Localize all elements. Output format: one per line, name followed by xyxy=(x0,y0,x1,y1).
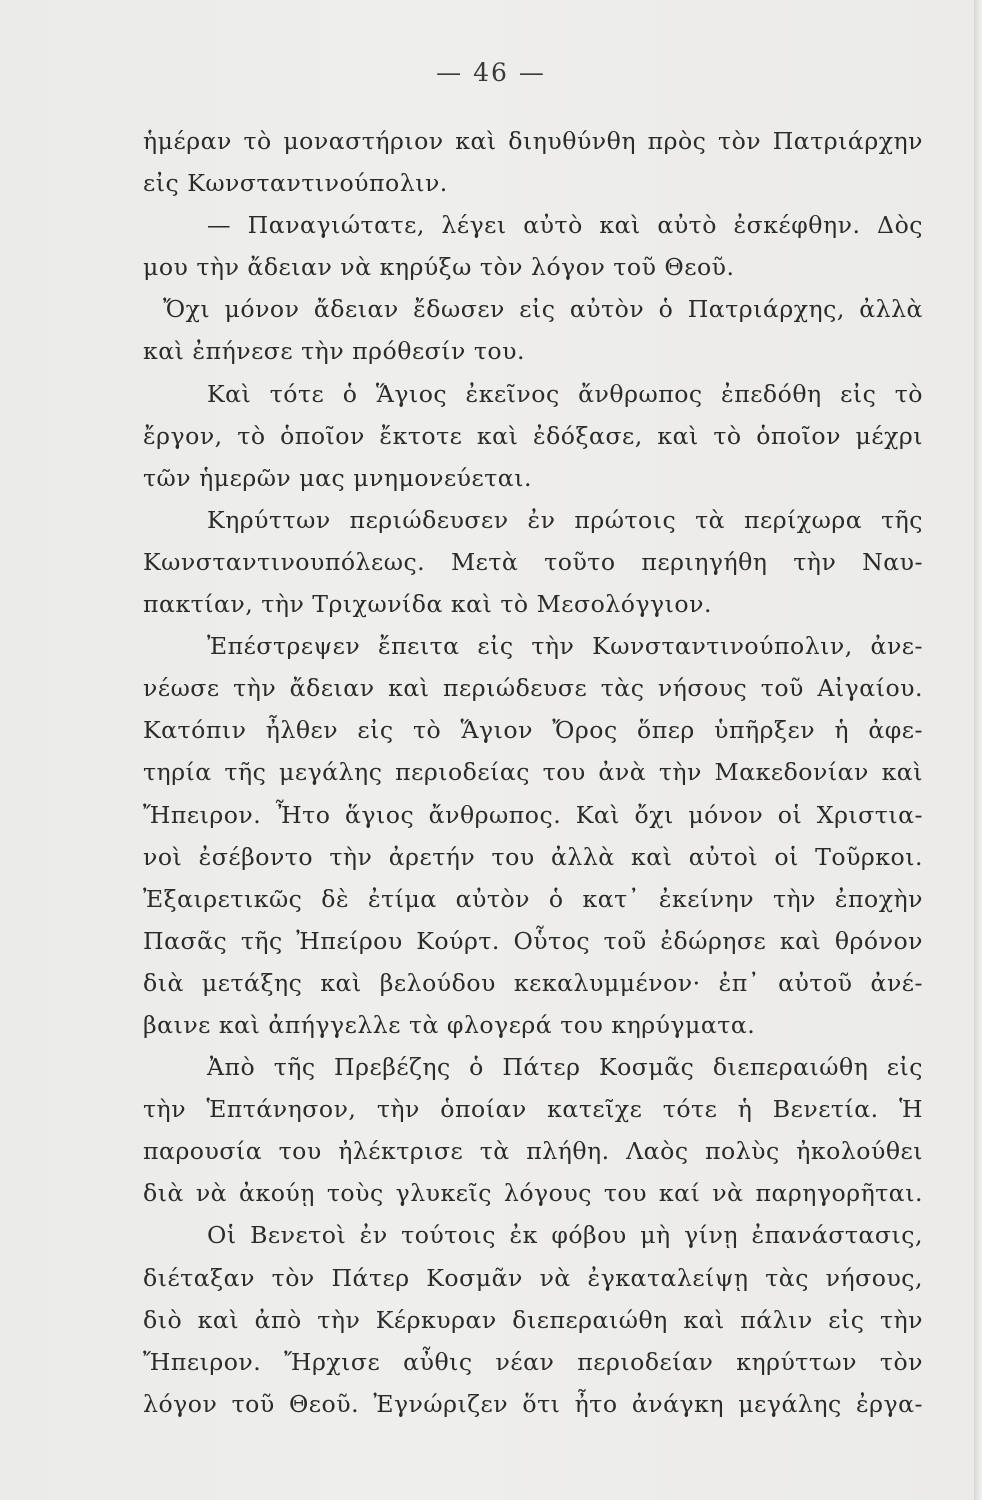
text-line: τηρία τῆς μεγάλης περιοδείας του ἀνὰ τὴν Μακεδονίαν καὶ xyxy=(143,758,923,787)
text-line: τῶν ἡμερῶν μας μνημονεύεται. xyxy=(143,463,532,492)
text-line: Πασᾶς τῆς Ἠπείρου Κούρτ. Οὗτος τοῦ ἐδώρησε καὶ θρόνον xyxy=(143,926,923,955)
text-line: λόγον τοῦ Θεοῦ. Ἐγνώριζεν ὅτι ἦτο ἀνάγκη μεγάλης ἐργα- xyxy=(143,1389,923,1418)
text-line: ἔργον, τὸ ὁποῖον ἔκτοτε καὶ ἐδόξασε, καὶ τὸ ὁποῖον μέχρι xyxy=(143,421,923,450)
text-line: διέταξαν τὸν Πάτερ Κοσμᾶν νὰ ἐγκαταλείψῃ τὰς νήσους, xyxy=(143,1263,923,1292)
text-line: ἡμέραν τὸ μοναστήριον καὶ διηυθύνθη πρὸς τὸν Πατριάρχην xyxy=(143,127,923,155)
text-line: Κηρύττων περιώδευσεν ἐν πρώτοις τὰ περίχωρα τῆς xyxy=(207,505,923,534)
text-line: Καὶ τότε ὁ Ἅγιος ἐκεῖνος ἄνθρωπος ἐπεδόθη εἰς τὸ xyxy=(207,379,923,408)
text-line: Οἱ Βενετοὶ ἐν τούτοις ἐκ φόβου μὴ γίνῃ ἐπανάστασις, xyxy=(207,1221,923,1250)
text-line: — Παναγιώτατε, λέγει αὐτὸ καὶ αὐτὸ ἐσκέφθην. Δὸς xyxy=(207,211,923,240)
text-line: διὰ νὰ ἀκούῃ τοὺς γλυκεῖς λόγους του καί νὰ παρηγορῆται. xyxy=(143,1179,923,1208)
text-line: νοὶ ἐσέβοντο τὴν ἀρετήν του ἀλλὰ καὶ αὐτοὶ οἱ Τοῦρκοι. xyxy=(143,842,923,871)
body-text xyxy=(143,120,923,1425)
text-line: Ἀπὸ τῆς Πρεβέζης ὁ Πάτερ Κοσμᾶς διεπεραιώθη εἰς xyxy=(207,1053,923,1082)
text-line: τὴν Ἑπτάνησον, τὴν ὁποίαν κατεῖχε τότε ἡ Βενετία. Ἡ xyxy=(143,1095,923,1124)
text-line: Κωνσταντινουπόλεως. Μετὰ τοῦτο περιηγήθη τὴν Ναυ- xyxy=(143,547,923,576)
text-line: μου τὴν ἄδειαν νὰ κηρύξω τὸν λόγον τοῦ Θεοῦ. xyxy=(143,253,735,282)
text-line: Ἤπειρον. Ἦτο ἅγιος ἄνθρωπος. Καὶ ὄχι μόνον οἱ Χριστια- xyxy=(143,800,923,829)
text-line: νέωσε τὴν ἄδειαν καὶ περιώδευσε τὰς νήσους τοῦ Αἰγαίου. xyxy=(143,674,923,703)
text-line: Κατόπιν ἦλθεν εἰς τὸ Ἅγιον Ὄρος ὅπερ ὑπῆρξεν ἡ ἀφε- xyxy=(143,716,923,745)
page-edge xyxy=(974,0,982,1500)
text-line: Ὄχι μόνον ἄδειαν ἔδωσεν εἰς αὐτὸν ὁ Πατριάρχης, ἀλλὰ xyxy=(163,295,923,324)
text-line: καὶ ἐπήνεσε τὴν πρόθεσίν του. xyxy=(143,337,525,366)
text-line: εἰς Κωνσταντινούπολιν. xyxy=(143,169,448,198)
text-line: διὸ καὶ ἀπὸ τὴν Κέρκυραν διεπεραιώθη καὶ πάλιν εἰς τὴν xyxy=(143,1305,923,1334)
text-line: παρουσία του ἠλέκτρισε τὰ πλήθη. Λαὸς πολὺς ἠκολούθει xyxy=(143,1137,923,1166)
page-number: — 46 — xyxy=(436,58,546,87)
text-line: Ἤπειρον. Ἤρχισε αὖθις νέαν περιοδείαν κηρύττων τὸν xyxy=(143,1347,923,1376)
text-line: πακτίαν, τὴν Τριχωνίδα καὶ τὸ Μεσολόγγιον. xyxy=(143,590,712,619)
text-line: Ἐξαιρετικῶς δὲ ἐτίμα αὐτὸν ὁ κατ᾽ ἐκείνην τὴν ἐποχὴν xyxy=(143,884,923,913)
text-line: βαινε καὶ ἀπήγγελλε τὰ φλογερά του κηρύγματα. xyxy=(143,1010,756,1039)
text-line: Ἐπέστρεψεν ἔπειτα εἰς τὴν Κωνσταντινούπολιν, ἀνε- xyxy=(207,632,923,661)
text-line: διὰ μετάξης καὶ βελούδου κεκαλυμμένον· ἐπ᾽ αὐτοῦ ἀνέ- xyxy=(143,968,923,997)
